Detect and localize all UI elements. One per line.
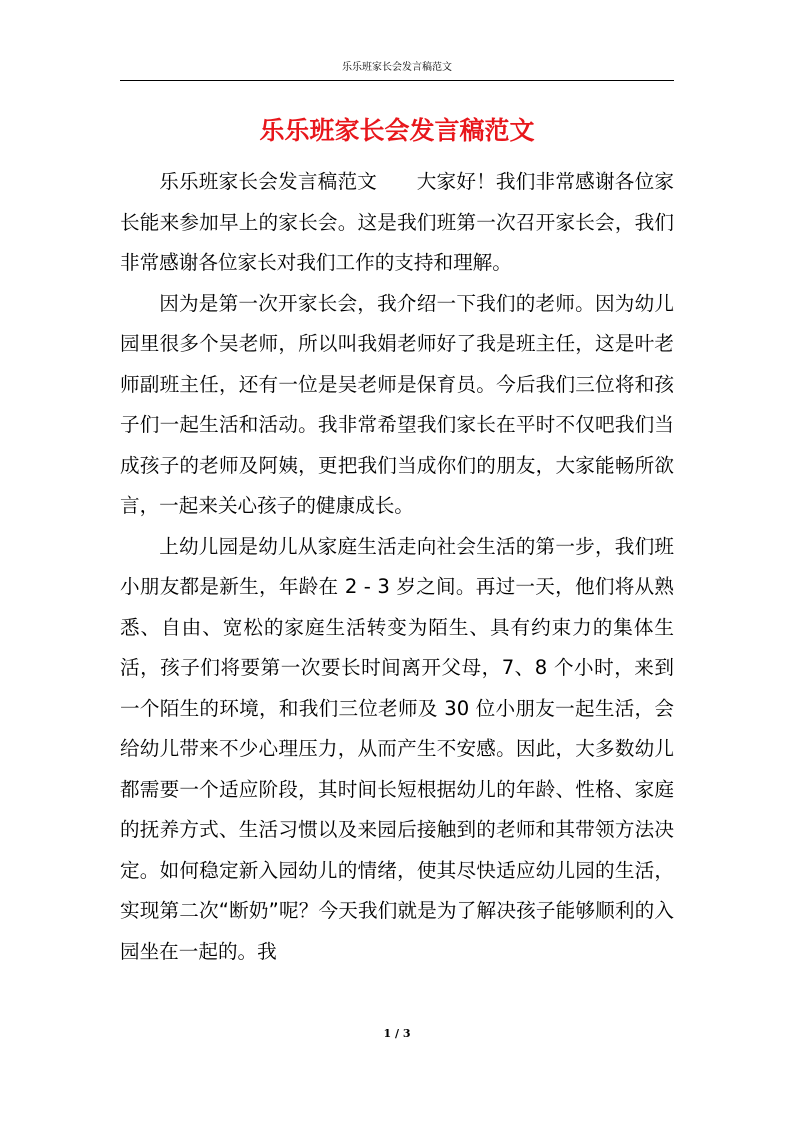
paragraph-3: 上幼儿园是幼儿从家庭生活走向社会生活的第一步，我们班小朋友都是新生，年龄在 2 - 3 岁之间。再过一天，他们将从熟悉、自由、宽松的家庭生活转变为陌生、具有约束力的集体生活，孩子们将要第一次要长时间离开父母，7、8 个小时，来到一个陌生的环境，和我们三位老师及 30 位小朋友一起生活，会给幼儿带来不少心理压力，从而产生不安感。因此，大多数幼儿都需要一个适应阶段，其时间长短根据幼儿的年龄、性格、家庭的抚养方式、生活习惯以及来园后接触到的老师和其带领方法决定。如何稳定新入园幼儿的情绪，使其尽快适应幼儿园的生活，实现第二次“断奶”呢？今天我们就是为了解决孩子能够顺利的入园坐在一起的。我 — [120, 534, 674, 963]
document-title: 乐乐班家长会发言稿范文 — [259, 116, 535, 145]
document-body — [120, 162, 674, 972]
header-divider — [120, 80, 674, 81]
paragraph-1: 乐乐班家长会发言稿范文 大家好！我们非常感谢各位家长能来参加早上的家长会。这是我们班第一次召开家长会，我们非常感谢各位家长对我们工作的支持和理解。 — [120, 170, 674, 274]
page-number: 1 / 3 — [383, 1027, 411, 1040]
paragraph-2: 因为是第一次开家长会，我介绍一下我们的老师。因为幼儿园里很多个吴老师，所以叫我娟老师好了我是班主任，这是叶老师副班主任，还有一位是吴老师是保育员。今后我们三位将和孩子们一起生活和活动。我非常希望我们家长在平时不仅吧我们当成孩子的老师及阿姨，更把我们当成你们的朋友，大家能畅所欲言，一起来关心孩子的健康成长。 — [120, 291, 674, 517]
running-header: 乐乐班家长会发言稿范文 — [342, 62, 452, 73]
